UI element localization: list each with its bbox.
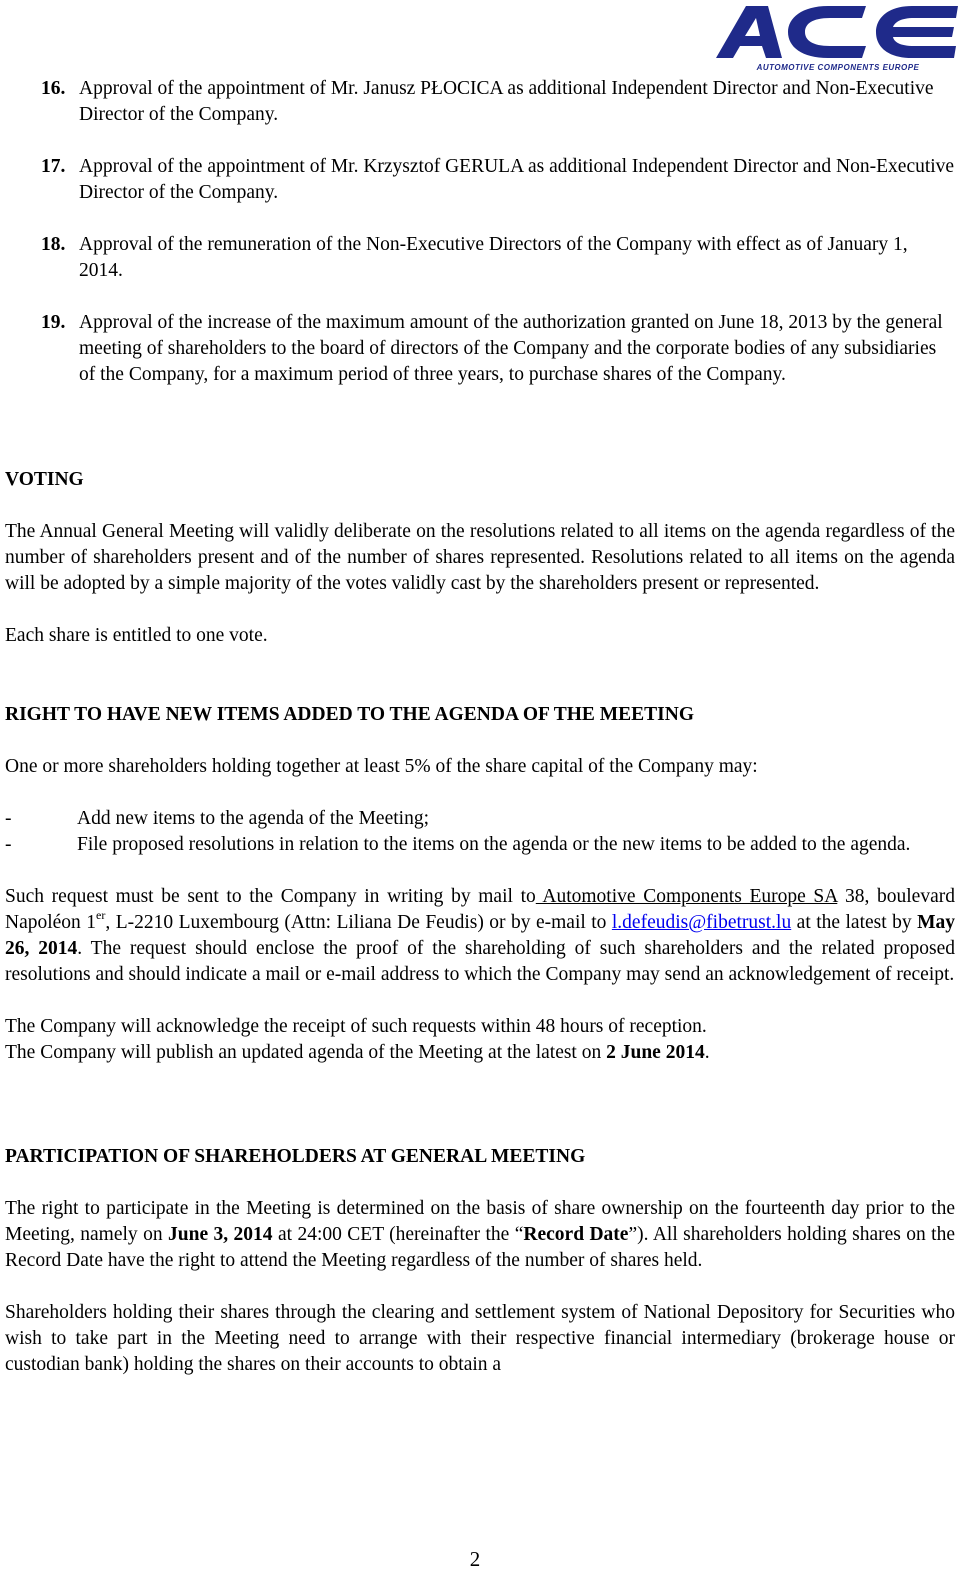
request-text: Such request must be sent to the Company in writing by mail to bbox=[5, 886, 536, 907]
participation-heading: PARTICIPATION OF SHAREHOLDERS AT GENERAL MEETING bbox=[5, 1146, 586, 1167]
agenda-item-17 bbox=[5, 154, 955, 206]
agenda-item-18 bbox=[5, 232, 955, 284]
record-date-label: Record Date bbox=[523, 1224, 629, 1245]
logo-tagline: AUTOMOTIVE COMPONENTS EUROPE bbox=[756, 63, 920, 72]
bullet-text: File proposed resolutions in relation to the items on the agenda or the new items to be added to the agenda. bbox=[77, 834, 911, 855]
bullet-item bbox=[5, 806, 955, 832]
voting-paragraph: The Annual General Meeting will validly deliberate on the resolutions related to all items on the agenda regardless of the number of shareholders present and of the number of shares represented. Resolutions related to all items on the agenda will be adopted by a simple majority of the votes validly cast by the shareholders present or represented. bbox=[5, 521, 955, 594]
deadline-date: May 26, 2014 bbox=[5, 912, 955, 959]
agenda-item-text: Approval of the increase of the maximum amount of the authorization granted on June 18, 2013 by the general meeting of shareholders to the board of directors of the Company and the corporate bodies of any subsidiaries of the Company, for a maximum period of three years, to purchase shares of the Company. bbox=[79, 312, 943, 385]
request-text: . The request should enclose the proof of the shareholding of such shareholders and the related proposed resolutions and should indicate a mail or e-mail address to which the Company may send an acknowledgement of receipt. bbox=[5, 938, 955, 985]
agenda-item-19 bbox=[5, 310, 955, 388]
agenda-item-16 bbox=[5, 76, 955, 128]
agenda-item-text: Approval of the appointment of Mr. Krzysztof GERULA as additional Independent Director and Non-Executive Director of the Company. bbox=[79, 156, 955, 203]
request-text: at the latest by bbox=[791, 912, 918, 933]
agenda-item-text: Approval of the appointment of Mr. Janusz PŁOCICA as additional Independent Director and Non-Executive Director of the Company. bbox=[79, 78, 934, 125]
logo-letter-c bbox=[788, 6, 866, 58]
participation-paragraph bbox=[5, 1196, 955, 1274]
publish-date: 2 June 2014 bbox=[606, 1042, 705, 1063]
bullet-item bbox=[5, 832, 955, 858]
agenda-item-number: 17. bbox=[41, 156, 66, 177]
voting-one-vote: Each share is entitled to one vote. bbox=[5, 625, 268, 646]
agenda-item-number: 16. bbox=[41, 78, 66, 99]
logo-letter-e bbox=[876, 6, 958, 58]
request-paragraph bbox=[5, 884, 955, 988]
right-to-add-heading: RIGHT TO HAVE NEW ITEMS ADDED TO THE AGENDA OF THE MEETING bbox=[5, 704, 695, 725]
company-name-link: Automotive Components Europe SA bbox=[535, 886, 838, 907]
agenda-item-number: 19. bbox=[41, 312, 66, 333]
voting-heading: VOTING bbox=[5, 469, 84, 490]
right-to-add-intro: One or more shareholders holding together at least 5% of the share capital of the Company may: bbox=[5, 756, 758, 777]
publish-text: . bbox=[704, 1042, 710, 1063]
bullet-text: Add new items to the agenda of the Meeting; bbox=[77, 808, 429, 829]
document-body bbox=[5, 76, 955, 1378]
participation-text: ”). All shareholders holding shares on the Record Date have the right to attend the Meeting regardless of the number of shares held. bbox=[5, 1224, 955, 1271]
acknowledge-line: The Company will acknowledge the receipt of such requests within 48 hours of reception. bbox=[5, 1016, 707, 1037]
email-link[interactable]: l.defeudis@fibetrust.lu bbox=[611, 912, 792, 933]
record-date-value: June 3, 2014 bbox=[168, 1224, 273, 1245]
bullet-dash: - bbox=[5, 834, 12, 855]
page-number: 2 bbox=[469, 1547, 481, 1571]
publish-text: The Company will publish an updated agenda of the Meeting at the latest on bbox=[5, 1042, 607, 1063]
address-superscript: er bbox=[96, 908, 106, 922]
participation-text: at 24:00 CET (hereinafter the “ bbox=[272, 1224, 524, 1245]
address-text: 38, boulevard Napoléon 1 bbox=[5, 886, 955, 933]
logo-letter-a bbox=[716, 6, 782, 58]
agenda-item-text: Approval of the remuneration of the Non-Executive Directors of the Company with effect as of January 1, 2014. bbox=[79, 234, 908, 281]
clearing-paragraph: Shareholders holding their shares through the clearing and settlement system of National Depository for Securities who wish to take part in the Meeting need to arrange with their respective financial intermediary (brokerage house or custodian bank) holding the shares on their accounts to obtain a bbox=[5, 1302, 955, 1375]
publish-line bbox=[5, 1040, 955, 1066]
address-text: , L-2210 Luxembourg (Attn: Liliana De Feudis) or by e-mail to bbox=[105, 912, 612, 933]
participation-text: The right to participate in the Meeting is determined on the basis of share ownership on the fourteenth day prior to the Meeting, namely on bbox=[5, 1198, 955, 1245]
agenda-item-number: 18. bbox=[41, 234, 66, 255]
bullet-dash: - bbox=[5, 808, 12, 829]
